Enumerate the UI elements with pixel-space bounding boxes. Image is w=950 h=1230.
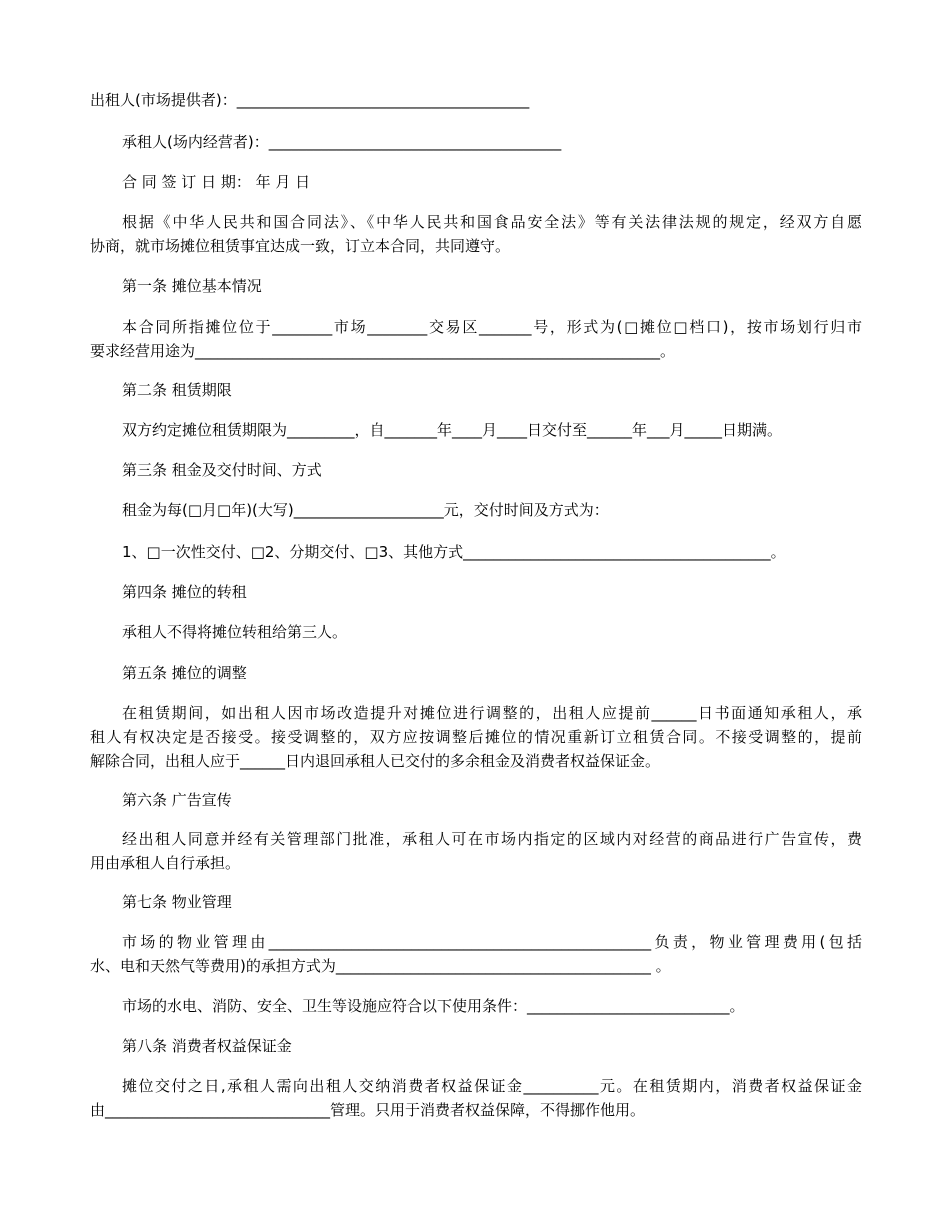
article-4-row-1: 承租人不得将摊位转租给第三人。 xyxy=(122,623,348,641)
article-5-row-2: 租人有权决定是否接受。接受调整的，双方应按调整后摊位的情况重新订立租赁合同。不接受调整的，提前 xyxy=(90,728,862,746)
preamble-paragraph xyxy=(90,210,862,258)
article-6-row-1: 经出租人同意并经有关管理部门批准，承租人可在市场内指定的区域内对经营的商品进行广告宣传，费 xyxy=(122,830,862,848)
article-7-paragraph xyxy=(90,930,862,978)
article-8-paragraph xyxy=(90,1074,862,1122)
article-8-title: 第八条 消费者权益保证金 xyxy=(122,1037,292,1055)
article-3-row-1: 租金为每(□月□年)(大写)____________________元，交付时间及方式为： xyxy=(122,501,609,519)
article-7-row-3: 市场的水电、消防、安全、卫生等设施应符合以下使用条件：___________________________。 xyxy=(122,997,745,1015)
article-4-title: 第四条 摊位的转租 xyxy=(122,583,247,601)
article-1-row-2: 要求经营用途为______________________________________________________________。 xyxy=(90,342,676,360)
article-6-title: 第六条 广告宣传 xyxy=(122,791,232,809)
article-8-row-1: 摊位交付之日,承租人需向出租人交纳消费者权益保证金__________元。在租赁期内，消费者权益保证金 xyxy=(122,1077,862,1095)
lessee-line: 承租人(场内经营者)：_______________________________________ xyxy=(122,133,562,151)
article-6-paragraph xyxy=(90,827,862,875)
article-3-title: 第三条 租金及交付时间、方式 xyxy=(122,461,322,479)
lessor-line: 出租人(市场提供者)：_______________________________________ xyxy=(90,91,530,109)
article-5-row-3: 解除合同，出租人应于______日内退回承租人已交付的多余租金及消费者权益保证金。 xyxy=(90,752,661,770)
article-7-row-2: 水、电和天然气等费用)的承担方式为__________________________________________ 。 xyxy=(90,957,671,975)
sign-date-line: 合 同 签 订 日 期： 年 月 日 xyxy=(122,173,311,191)
article-7-row-1: 市场的物业管理由___________________________________________________负责，物业管理费用(包括 xyxy=(122,933,862,951)
article-6-row-2: 用由承租人自行承担。 xyxy=(90,854,241,872)
article-2-title: 第二条 租赁期限 xyxy=(122,381,232,399)
article-5-paragraph xyxy=(90,701,862,773)
article-8-row-2: 由______________________________管理。只用于消费者权益保障，不得挪作他用。 xyxy=(90,1101,646,1119)
preamble-row-2: 协商，就市场摊位租赁事宜达成一致，订立本合同，共同遵守。 xyxy=(90,237,511,255)
article-5-title: 第五条 摊位的调整 xyxy=(122,664,247,682)
article-1-row-1: 本合同所指摊位位于________市场________交易区_______号，形式为(□摊位□档口)，按市场划行归市 xyxy=(122,318,862,336)
article-7-title: 第七条 物业管理 xyxy=(122,893,232,911)
article-1-title: 第一条 摊位基本情况 xyxy=(122,277,262,295)
article-5-row-1: 在租赁期间，如出租人因市场改造提升对摊位进行调整的，出租人应提前______日书面通知承租人，承 xyxy=(122,704,862,722)
article-1-paragraph xyxy=(90,315,862,363)
article-2-row-1: 双方约定摊位租赁期限为_________，自_______年____月____日交付至______年___月_____日期满。 xyxy=(122,421,783,439)
article-3-row-2: 1、□一次性交付、□2、分期交付、□3、其他方式_________________________________________。 xyxy=(122,543,786,561)
preamble-row-1: 根据《中华人民共和国合同法》、《中华人民共和国食品安全法》等有关法律法规的规定，经双方自愿 xyxy=(122,213,862,231)
